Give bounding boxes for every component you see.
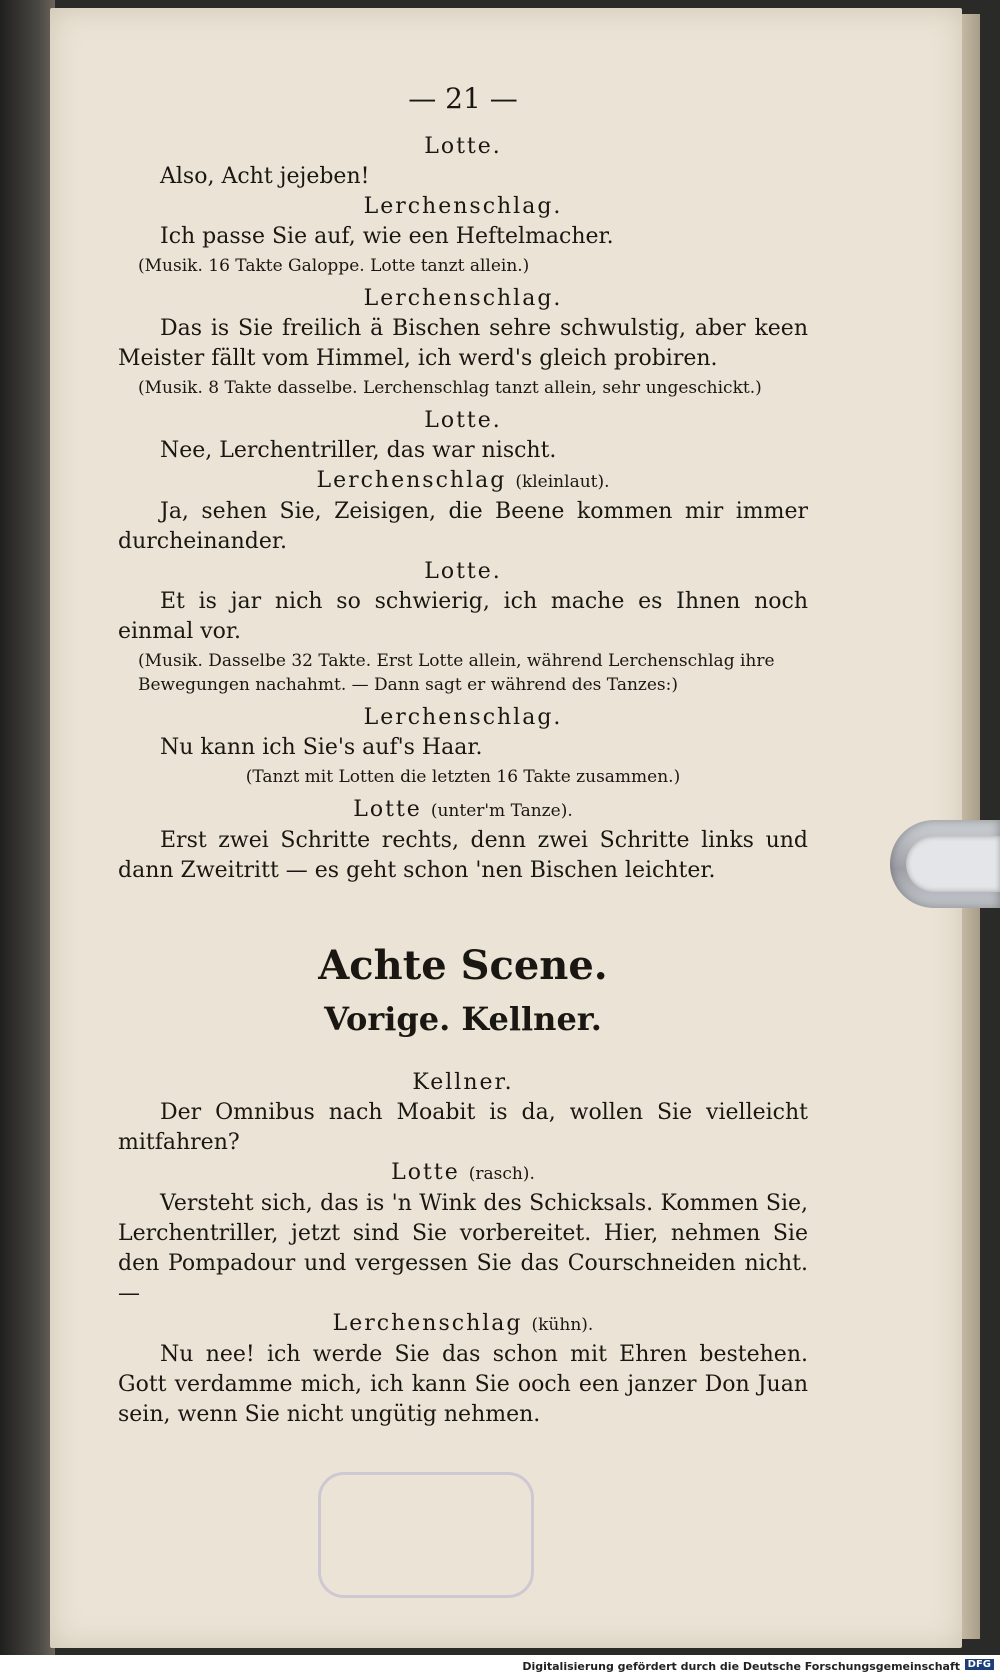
dialogue-line: Nee, Lerchentriller, das war nischt. <box>160 438 557 463</box>
footer-credit: Digitalisierung gefördert durch die Deutsche Forschungsgemeinschaft <box>522 1660 960 1673</box>
speaker-name <box>118 406 808 436</box>
dialogue-line: Ich passe Sie auf, wie een Heftelmacher. <box>160 224 614 249</box>
dialogue-line: Et is jar nich so schwierig, ich mache es Ihnen noch einmal vor. <box>118 589 808 644</box>
page-number: — 21 — <box>408 82 518 115</box>
speaker-note: (rasch). <box>468 1164 535 1184</box>
dialogue-line: Erst zwei Schritte rechts, denn zwei Schritte links und dann Zweitritt — es geht schon 'nen Bischen leichter. <box>118 828 808 883</box>
binding-board <box>0 0 55 1655</box>
speaker-label: Lerchenschlag. <box>363 286 563 311</box>
dialogue-line: Das is Sie freilich ä Bischen sehre schwulstig, aber keen Meister fällt vom Himmel, ich werd's gleich probiren. <box>118 316 808 371</box>
speaker-name <box>118 284 808 314</box>
paper-clip-inner <box>906 836 1000 892</box>
dialogue-line: Nu kann ich Sie's auf's Haar. <box>160 735 483 760</box>
speaker-name <box>118 1068 808 1098</box>
scene-characters: Vorige. Kellner. <box>324 1000 602 1038</box>
speaker-label: Lerchenschlag <box>332 1311 523 1336</box>
page-text <box>118 84 808 1430</box>
speaker-note: (kühn). <box>531 1315 594 1335</box>
speaker-note: (unter'm Tanze). <box>430 801 573 821</box>
dfg-logo: DFG <box>965 1659 994 1670</box>
speaker-label: Lotte. <box>424 408 502 433</box>
footer-bar <box>0 1655 1000 1679</box>
speaker-label: Lotte. <box>424 559 502 584</box>
speaker-label: Lotte <box>353 797 422 822</box>
speaker-name <box>118 466 808 497</box>
dialogue-line: Versteht sich, das is 'n Wink des Schicksals. Kommen Sie, Lerchentriller, jetzt sind Sie vorbereitet. Hier, nehmen Sie den Pompadour und vergessen Sie das Courschneiden nicht. — <box>118 1191 808 1306</box>
text-blocks <box>118 132 808 1430</box>
speaker-label: Lotte. <box>424 134 502 159</box>
speaker-label: Lerchenschlag <box>316 468 507 493</box>
speaker-label: Lotte <box>391 1160 460 1185</box>
speaker-label: Lerchenschlag. <box>363 194 563 219</box>
speaker-note: (kleinlaut). <box>515 472 610 492</box>
stage-direction: (Tanzt mit Lotten die letzten 16 Takte zusammen.) <box>245 767 681 787</box>
speaker-name <box>118 795 808 826</box>
dialogue-line: Also, Acht jejeben! <box>160 164 370 189</box>
speaker-label: Lerchenschlag. <box>363 705 563 730</box>
dialogue-line: Nu nee! ich werde Sie das schon mit Ehren bestehen. Gott verdamme mich, ich kann Sie ooch een janzer Don Juan sein, wenn Sie nicht ungütig nehmen. <box>118 1342 808 1427</box>
dialogue-line: Der Omnibus nach Moabit is da, wollen Sie vielleicht mitfahren? <box>118 1100 808 1155</box>
speaker-name <box>118 132 808 162</box>
stage-direction: (Musik. 16 Takte Galoppe. Lotte tanzt allein.) <box>138 256 530 276</box>
speaker-name <box>118 1309 808 1340</box>
speaker-label: Kellner. <box>412 1070 514 1095</box>
speaker-name <box>118 557 808 587</box>
library-stamp <box>318 1472 534 1598</box>
stage-direction: (Musik. 8 Takte dasselbe. Lerchenschlag tanzt allein, sehr ungeschickt.) <box>138 378 762 398</box>
speaker-name <box>118 192 808 222</box>
dialogue-line: Ja, sehen Sie, Zeisigen, die Beene kommen mir immer durcheinander. <box>118 499 808 554</box>
speaker-name <box>118 703 808 733</box>
speaker-name <box>118 1158 808 1189</box>
stage-direction: (Musik. Dasselbe 32 Takte. Erst Lotte allein, während Lerchenschlag ihre Bewegungen nachahmt. — Dann sagt er während des Tanzes:) <box>138 651 775 695</box>
scene-title: Achte Scene. <box>318 942 608 989</box>
